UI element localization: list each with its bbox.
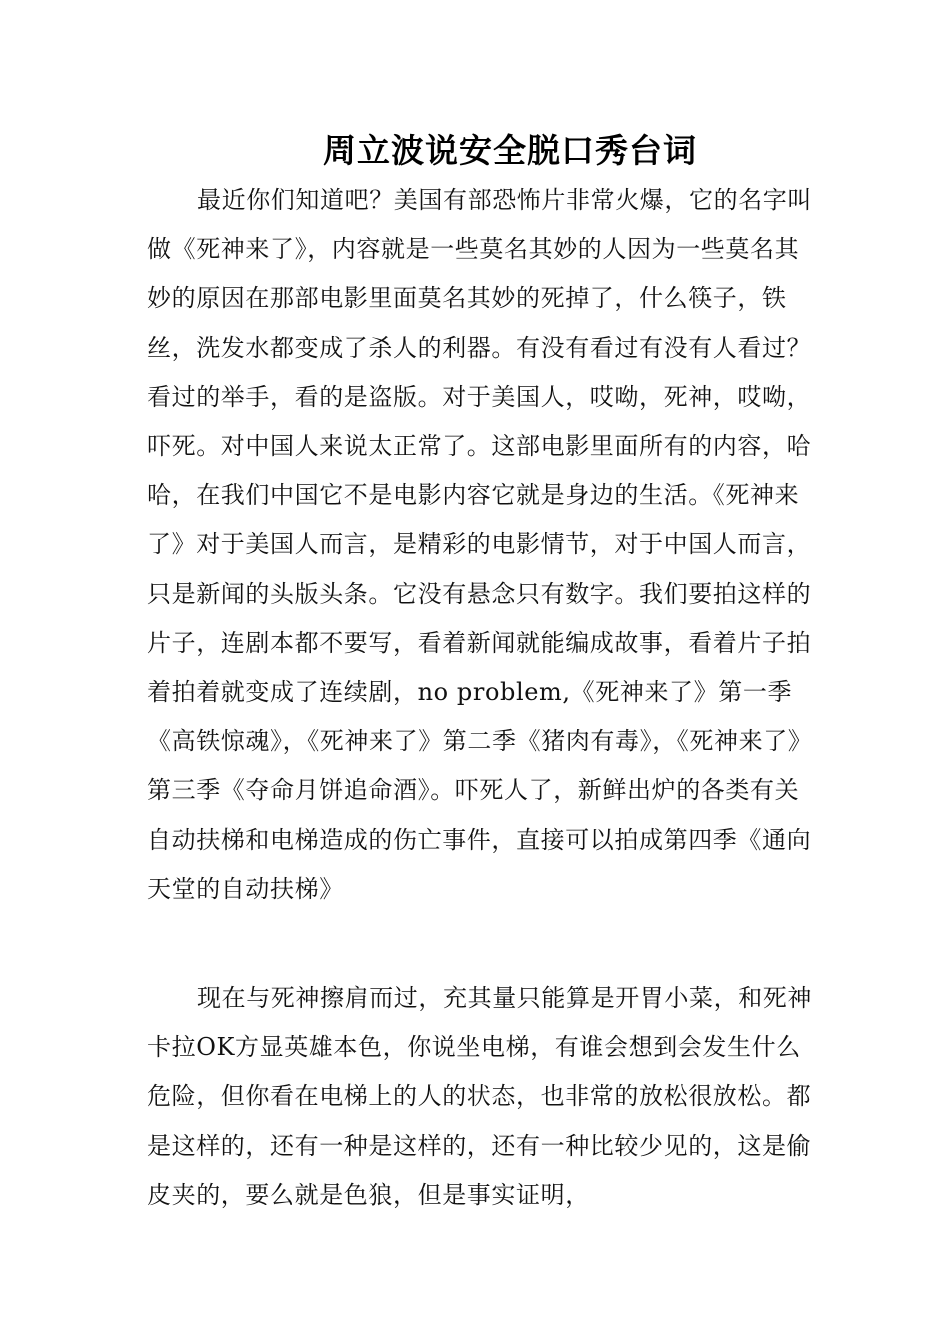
document-title: 周立波说安全脱口秀台词	[323, 131, 697, 170]
paragraph-container-2	[147, 974, 817, 1220]
paragraph-2: 现在与死神擦肩而过，充其量只能算是开胃小菜，和死神卡拉OK方显英雄本色，你说坐电梯，有谁会想到会发生什么危险，但你看在电梯上的人的状态，也非常的放松很放松。都是这样的，还有一种是这样的，还有一种比较少见的，这是偷皮夹的，要么就是色狼，但是事实证明，	[147, 984, 812, 1209]
paragraph-1: 最近你们知道吧？美国有部恐怖片非常火爆，它的名字叫做《死神来了》，内容就是一些莫名其妙的人因为一些莫名其妙的原因在那部电影里面莫名其妙的死掉了，什么筷子，铁丝，洗发水都变成了杀人的利器。有没有看过有没有人看过？看过的举手，看的是盗版。对于美国人，哎呦，死神，哎呦，吓死。对中国人来说太正常了。这部电影里面所有的内容，哈哈，在我们中国它不是电影内容它就是身边的生活。《死神来了》对于美国人而言，是精彩的电影情节，对于中国人而言，只是新闻的头版头条。它没有悬念只有数字。我们要拍这样的片子，连剧本都不要写，看着新闻就能编成故事，看着片子拍着拍着就变成了连续剧，no problem,《死神来了》第一季《高铁惊魂》，《死神来了》第二季《猪肉有毒》，《死神来了》第三季《夺命月饼追命酒》。吓死人了，新鲜出炉的各类有关自动扶梯和电梯造成的伤亡事件，直接可以拍成第四季《通向天堂的自动扶梯》	[147, 186, 813, 903]
paragraph-container-1	[147, 176, 817, 914]
